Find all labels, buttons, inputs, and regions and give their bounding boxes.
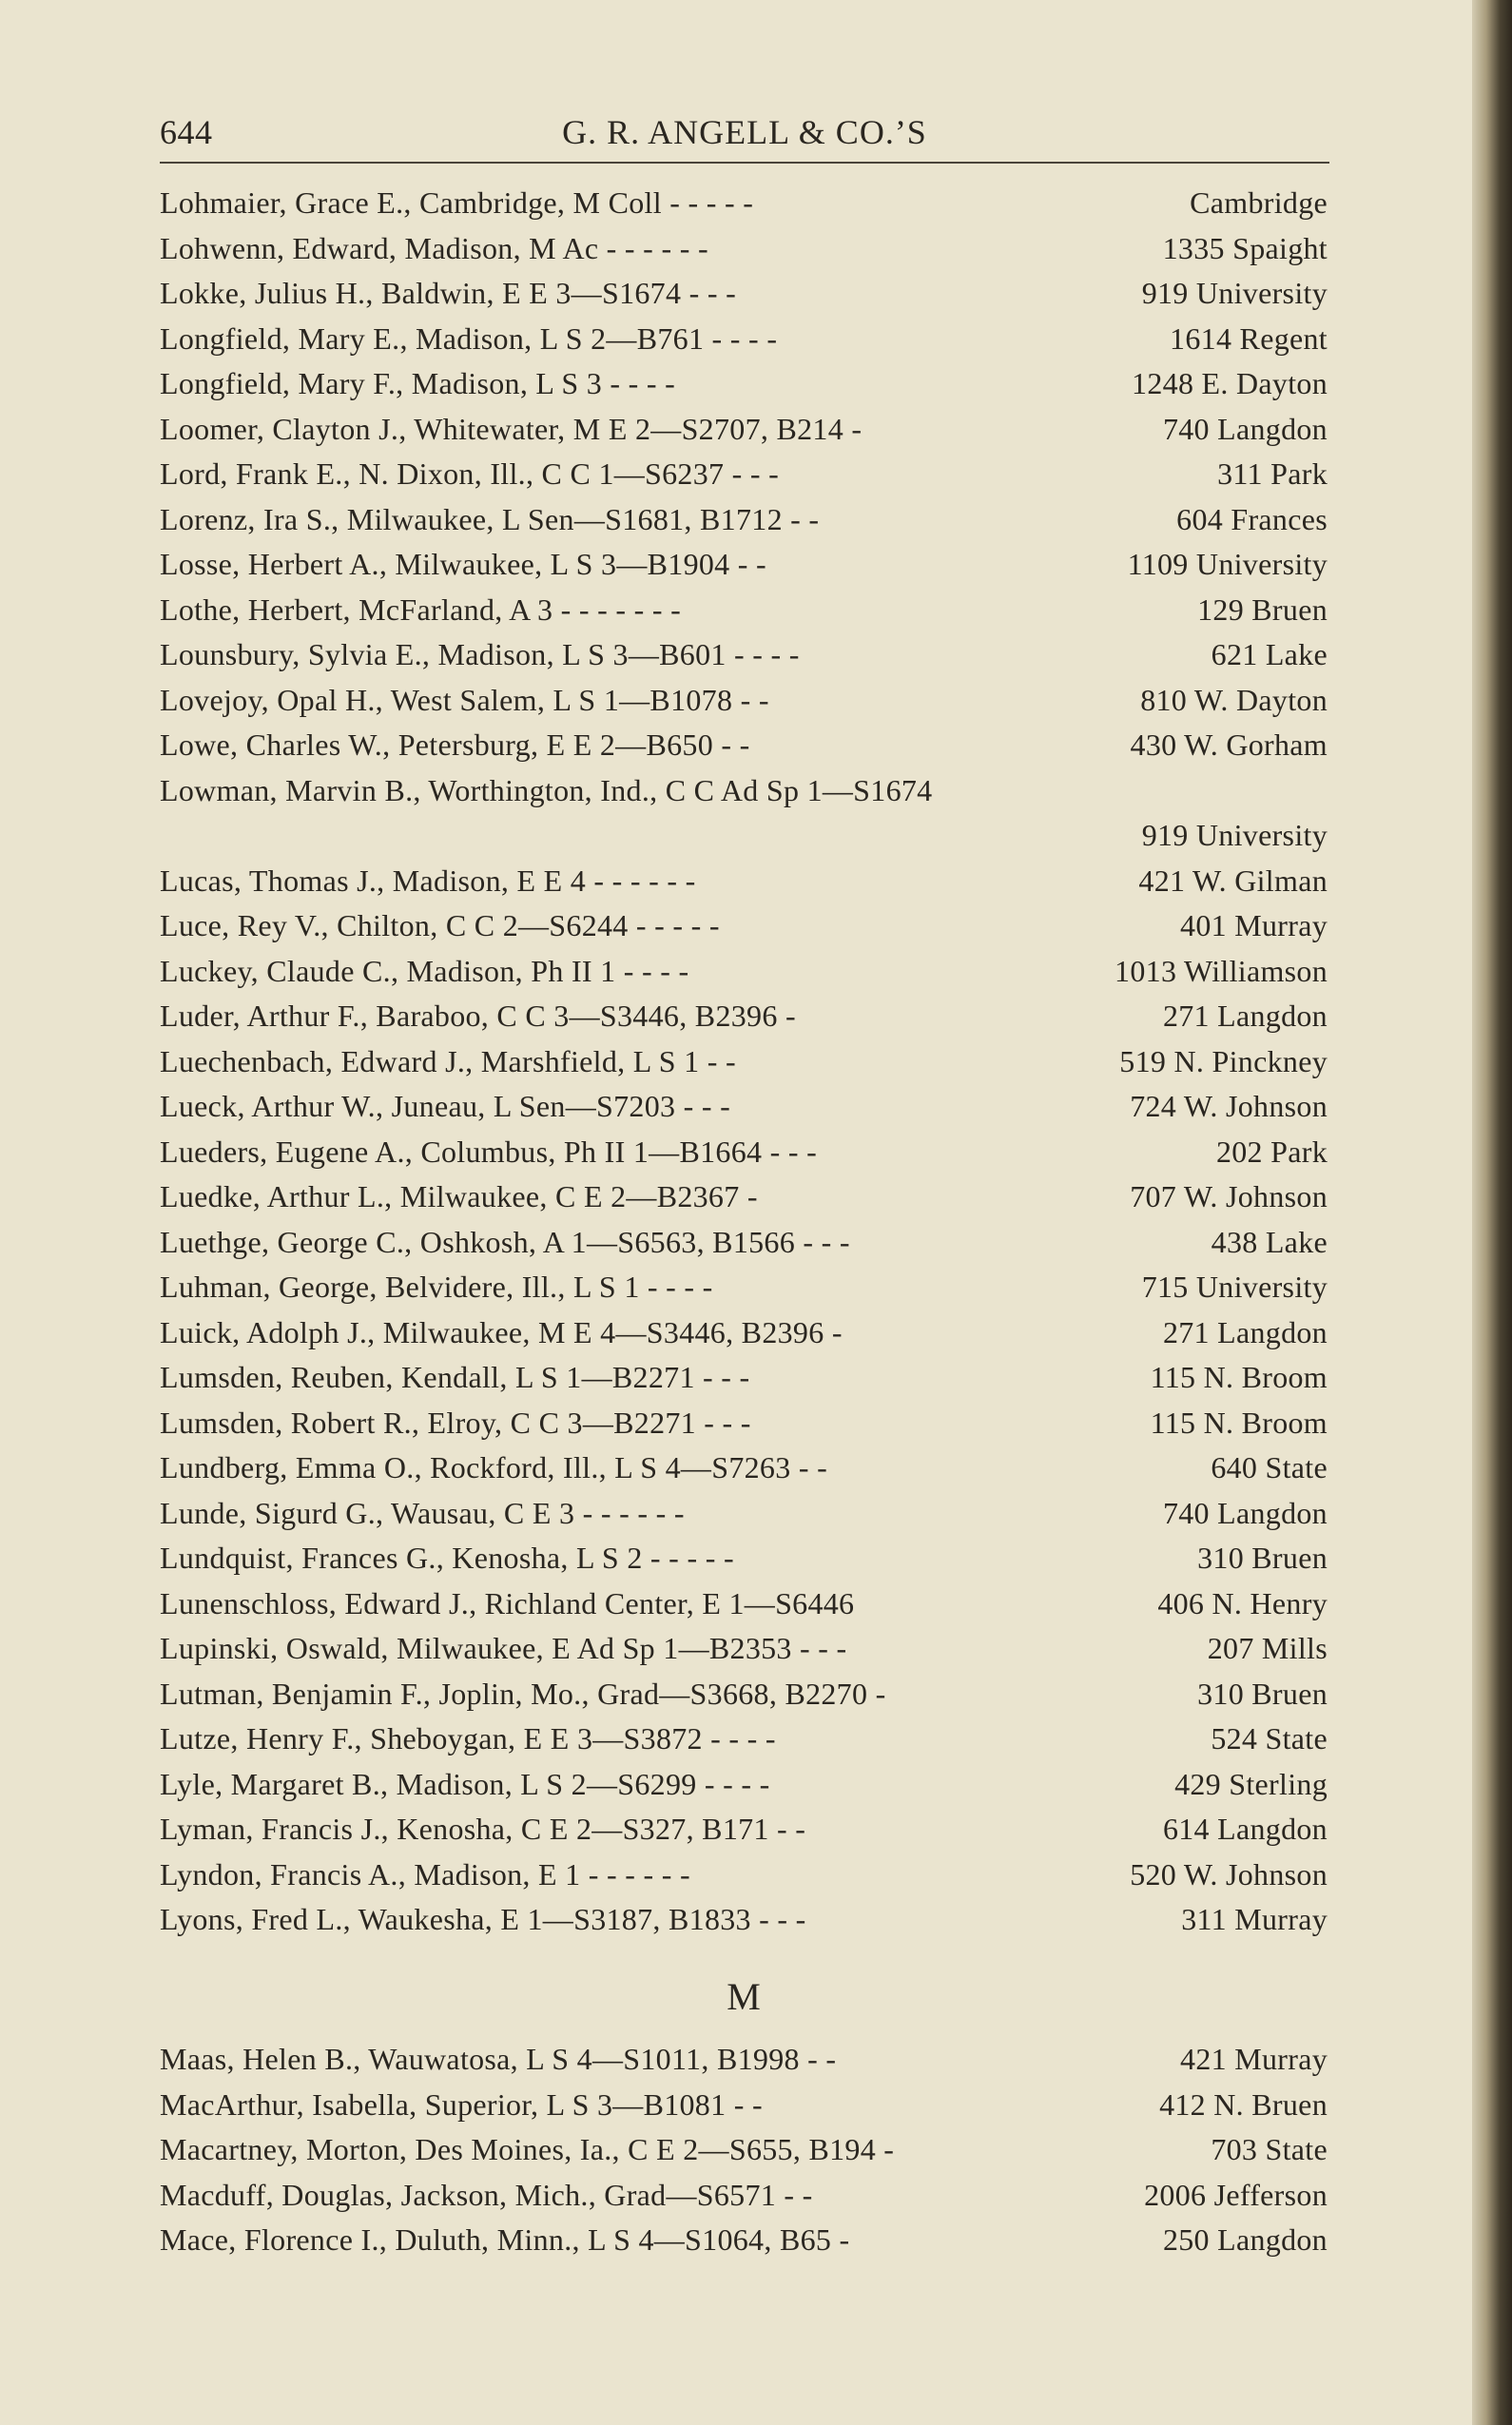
entry-name: Lord, Frank E., N. Dixon, Ill., C C 1—S6237 - - - <box>160 456 780 491</box>
entry-name: Macduff, Douglas, Jackson, Mich., Grad—S6571 - - <box>160 2177 813 2212</box>
entry-address: 520 W. Johnson <box>1130 1856 1328 1892</box>
entry-name: Lounsbury, Sylvia E., Madison, L S 3—B601 - - - - <box>160 637 800 671</box>
entry-address: 740 Langdon <box>1162 1495 1328 1530</box>
directory-entry <box>160 678 1328 724</box>
directory-entry <box>160 723 1328 768</box>
directory-entry <box>160 632 1328 678</box>
entry-name: Lumsden, Reuben, Kendall, L S 1—B2271 - - - <box>160 1360 750 1394</box>
entry-name: Lunde, Sigurd G., Wausau, C E 3 - - - - - - <box>160 1495 685 1530</box>
page-number: 644 <box>160 113 213 151</box>
entry-address: 810 W. Dayton <box>1140 682 1328 717</box>
entry-name: Lucas, Thomas J., Madison, E E 4 - - - - - - <box>160 863 696 898</box>
entry-name: Luethge, George C., Oshkosh, A 1—S6563, B1566 - - - <box>160 1224 850 1259</box>
entry-name: Lothe, Herbert, McFarland, A 3 - - - - - - - <box>160 592 682 627</box>
entry-address: 311 Murray <box>1181 1902 1328 1936</box>
directory-entry <box>160 1401 1328 1446</box>
entry-address: 115 N. Broom <box>1150 1405 1328 1440</box>
directory-entry <box>160 317 1328 362</box>
entry-address: 1109 University <box>1127 547 1328 581</box>
entry-name: Lyons, Fred L., Waukesha, E 1—S3187, B1833 - - - <box>160 1902 806 1936</box>
entry-address: 640 State <box>1211 1450 1328 1484</box>
entry-name: Losse, Herbert A., Milwaukee, L S 3—B1904 - - <box>160 547 766 581</box>
directory-entry <box>160 271 1328 317</box>
directory-entry <box>160 1265 1328 1310</box>
entry-address: 310 Bruen <box>1197 1676 1328 1711</box>
entry-address: 207 Mills <box>1207 1631 1328 1665</box>
entry-name: Lokke, Julius H., Baldwin, E E 3—S1674 - - - <box>160 276 737 310</box>
directory-entry <box>160 1445 1328 1491</box>
entry-name: Luick, Adolph J., Milwaukee, M E 4—S3446, B2396 - <box>160 1314 843 1349</box>
directory-entry <box>160 1626 1328 1672</box>
entry-address: 724 W. Johnson <box>1130 1089 1328 1123</box>
entry-address: 919 University <box>1141 276 1328 310</box>
directory-entry <box>160 407 1328 453</box>
entry-name: Luhman, George, Belvidere, Ill., L S 1 - - - - <box>160 1270 713 1304</box>
entry-address: 1614 Regent <box>1170 320 1328 356</box>
entry-name: Luckey, Claude C., Madison, Ph II 1 - - - - <box>160 953 689 988</box>
entry-address: 430 W. Gorham <box>1130 728 1328 762</box>
directory-entry <box>160 813 1328 859</box>
entry-address: 311 Park <box>1217 456 1328 491</box>
section-letter-m: M <box>727 1975 761 2018</box>
directory-entry <box>160 994 1328 1039</box>
directory-entry <box>160 1581 1328 1627</box>
entry-address: 202 Park <box>1215 1134 1328 1169</box>
entry-name: Lupinski, Oswald, Milwaukee, E Ad Sp 1—B2353 - - - <box>160 1631 847 1665</box>
entry-name: Lorenz, Ira S., Milwaukee, L Sen—S1681, B1712 - - <box>160 501 820 536</box>
entry-address: 715 University <box>1141 1270 1328 1304</box>
entry-address: Cambridge <box>1190 185 1328 220</box>
directory-entry <box>160 588 1328 633</box>
directory-entry <box>160 949 1328 995</box>
directory-entry <box>160 2083 1328 2128</box>
directory-entry <box>160 1536 1328 1581</box>
entry-name: Lutze, Henry F., Sheboygan, E E 3—S3872 - - - - <box>160 1721 776 1756</box>
entry-name: Longfield, Mary E., Madison, L S 2—B761 - - - - <box>160 320 778 356</box>
directory-entries-m <box>160 2037 1328 2263</box>
directory-entry <box>160 1039 1328 1085</box>
entry-address: 919 University <box>1141 818 1328 852</box>
entry-address: 250 Langdon <box>1162 2222 1328 2257</box>
entry-name: Lyle, Margaret B., Madison, L S 2—S6299 - - - - <box>160 1766 770 1801</box>
entry-address: 1335 Spaight <box>1162 230 1328 265</box>
entry-address: 401 Murray <box>1180 908 1328 942</box>
entry-address: 621 Lake <box>1211 637 1328 671</box>
directory-entry <box>160 226 1328 272</box>
entry-address: 604 Frances <box>1176 501 1328 536</box>
entry-address: 740 Langdon <box>1162 411 1328 446</box>
directory-entry <box>160 768 1328 814</box>
entry-address: 703 State <box>1211 2132 1328 2166</box>
entry-name: Macartney, Morton, Des Moines, Ia., C E 2—S655, B194 - <box>160 2132 895 2166</box>
entry-address: 406 N. Henry <box>1157 1585 1328 1620</box>
directory-entry <box>160 2218 1328 2263</box>
entry-address: 421 Murray <box>1180 2042 1328 2076</box>
directory-entry <box>160 1672 1328 1717</box>
entry-address: 438 Lake <box>1211 1224 1328 1259</box>
directory-entry <box>160 1762 1328 1808</box>
entry-name: Mace, Florence I., Duluth, Minn., L S 4—S1064, B65 - <box>160 2222 850 2257</box>
entry-name: Lundberg, Emma O., Rockford, Ill., L S 4—S7263 - - <box>160 1450 828 1484</box>
entry-name: Luedke, Arthur L., Milwaukee, C E 2—B2367 - <box>160 1179 758 1213</box>
entry-name: Maas, Helen B., Wauwatosa, L S 4—S1011, B1998 - - <box>160 2042 837 2076</box>
directory-entry <box>160 1130 1328 1175</box>
directory-entry <box>160 1897 1328 1943</box>
entry-address: 310 Bruen <box>1197 1541 1328 1575</box>
entry-address: 519 N. Pinckney <box>1119 1043 1328 1078</box>
page-header <box>160 112 1329 160</box>
entry-address: 429 Sterling <box>1174 1766 1328 1801</box>
entry-name: Lumsden, Robert R., Elroy, C C 3—B2271 - - - <box>160 1405 751 1440</box>
directory-entry <box>160 542 1328 588</box>
entry-address: 1248 E. Dayton <box>1132 366 1328 400</box>
entry-address: 421 W. Gilman <box>1138 863 1328 898</box>
directory-entry <box>160 903 1328 949</box>
directory-entries-l <box>160 181 1328 1943</box>
header-rule <box>160 162 1329 164</box>
directory-entry <box>160 2127 1328 2173</box>
entry-name: Loomer, Clayton J., Whitewater, M E 2—S2707, B214 - <box>160 411 863 446</box>
directory-entry <box>160 1220 1328 1266</box>
directory-entry <box>160 1355 1328 1401</box>
entry-address: 524 State <box>1211 1721 1328 1756</box>
entry-name: MacArthur, Isabella, Superior, L S 3—B1081 - - <box>160 2086 763 2122</box>
entry-address: 129 Bruen <box>1197 592 1328 627</box>
entry-address: 2006 Jefferson <box>1144 2177 1328 2212</box>
directory-entry <box>160 497 1328 543</box>
entry-name: Lowe, Charles W., Petersburg, E E 2—B650 - - <box>160 728 750 762</box>
entry-name: Lundquist, Frances G., Kenosha, L S 2 - - - - - <box>160 1541 734 1575</box>
entry-name: Luechenbach, Edward J., Marshfield, L S 1 - - <box>160 1043 736 1078</box>
directory-entry <box>160 2037 1328 2083</box>
entry-name: Luce, Rey V., Chilton, C C 2—S6244 - - - - - <box>160 908 720 942</box>
entry-name: Lyndon, Francis A., Madison, E 1 - - - - - - <box>160 1856 691 1892</box>
entry-name: Lunenschloss, Edward J., Richland Center, E 1—S6446 <box>160 1585 855 1620</box>
directory-entry <box>160 859 1328 904</box>
directory-entry <box>160 1717 1328 1762</box>
directory-entry <box>160 1174 1328 1220</box>
directory-entry <box>160 1310 1328 1356</box>
directory-entry <box>160 1853 1328 1898</box>
entry-address: 271 Langdon <box>1162 999 1328 1033</box>
directory-entry <box>160 452 1328 497</box>
entry-name: Lyman, Francis J., Kenosha, C E 2—S327, B171 - - <box>160 1812 806 1846</box>
entry-name: Lueck, Arthur W., Juneau, L Sen—S7203 - - - <box>160 1089 731 1123</box>
entry-name: Lueders, Eugene A., Columbus, Ph II 1—B1664 - - - <box>160 1134 818 1169</box>
entry-name: Lohwenn, Edward, Madison, M Ac - - - - - - <box>160 230 708 265</box>
directory-entry <box>160 1084 1328 1130</box>
entry-address: 271 Langdon <box>1162 1314 1328 1349</box>
entry-address: 614 Langdon <box>1162 1812 1328 1846</box>
entry-address: 1013 Williamson <box>1115 953 1328 988</box>
entry-name: Lowman, Marvin B., Worthington, Ind., C C Ad Sp 1—S1674 <box>160 772 933 807</box>
directory-entry <box>160 181 1328 226</box>
running-title: G. R. ANGELL & CO.’S <box>562 113 927 151</box>
entry-address: 115 N. Broom <box>1150 1360 1328 1394</box>
directory-entry <box>160 1807 1328 1853</box>
book-spine-edge <box>1472 0 1512 2425</box>
entry-address: 412 N. Bruen <box>1159 2086 1328 2122</box>
directory-entry <box>160 2173 1328 2219</box>
entry-name: Luder, Arthur F., Baraboo, C C 3—S3446, B2396 - <box>160 999 796 1033</box>
entry-name: Lohmaier, Grace E., Cambridge, M Coll - - - - - <box>160 185 754 220</box>
entry-name: Longfield, Mary F., Madison, L S 3 - - - - <box>160 366 676 400</box>
entry-name: Lutman, Benjamin F., Joplin, Mo., Grad—S3668, B2270 - <box>160 1676 886 1711</box>
entry-name: Lovejoy, Opal H., West Salem, L S 1—B1078 - - <box>160 682 769 717</box>
entry-address: 707 W. Johnson <box>1130 1179 1328 1213</box>
directory-entry <box>160 361 1328 407</box>
directory-entry <box>160 1491 1328 1537</box>
